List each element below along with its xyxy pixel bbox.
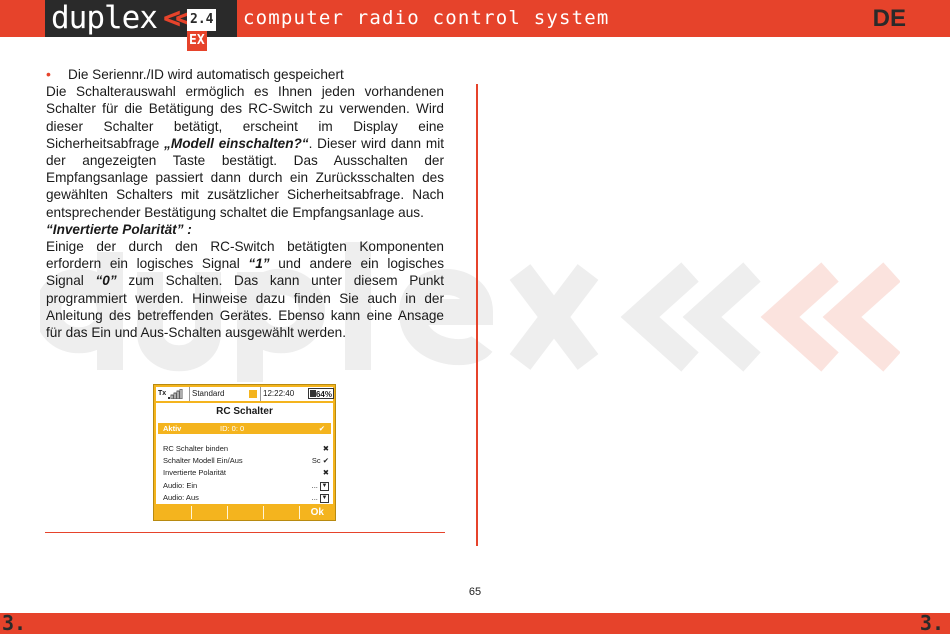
duplex-logo (45, 0, 237, 48)
column-divider (476, 84, 478, 546)
bullet-dot-icon: • (46, 66, 51, 82)
page-header (0, 0, 950, 48)
heading-inverted-polarity: “Invertierte Polarität” : (46, 221, 192, 237)
active-row[interactable]: Aktiv ID: 0: 0 ✔ (158, 423, 331, 434)
dropdown-arrow-icon[interactable]: ▼ (321, 482, 328, 489)
radio-softkey-bar (156, 506, 333, 519)
menu-row-polarity[interactable]: Invertierte Polarität ✖ (163, 468, 329, 477)
radio-display-screenshot (153, 384, 336, 521)
chapter-number-right: 3. (919, 611, 944, 635)
softkey-2[interactable] (192, 506, 228, 519)
radio-menu-title: RC Schalter (216, 406, 273, 417)
switch-value: Sc ✔ (311, 456, 329, 465)
section-divider (45, 532, 445, 533)
logo-badge: 2.4EX (187, 9, 233, 29)
clock-time: 12:22:40 (260, 387, 294, 401)
model-name: Standard (189, 387, 224, 401)
menu-row-bind[interactable]: RC Schalter binden ✖ (163, 444, 329, 453)
radio-status-bar (156, 387, 333, 401)
softkey-4[interactable] (264, 506, 300, 519)
signal-bars-icon (168, 389, 184, 399)
chapter-number-left: 3. (2, 611, 27, 635)
page-number: 65 (468, 586, 482, 598)
bullet-item: • Die Seriennr./ID wird automatisch gespeichert (46, 66, 344, 82)
language-code: DE (872, 5, 906, 32)
softkey-1[interactable] (156, 506, 192, 519)
page-footer (0, 613, 950, 634)
radio-menu-body (156, 403, 333, 504)
ok-softkey[interactable]: Ok (310, 507, 324, 518)
logo-wordmark: duplex (51, 0, 157, 36)
timer-indicator (249, 390, 257, 398)
battery-icon: 64% (308, 388, 334, 399)
dropdown-arrow-icon[interactable]: ▼ (321, 494, 328, 501)
check-icon: ✔ (318, 424, 325, 433)
cross-icon: ✖ (322, 468, 329, 477)
logo-chevrons: << (163, 1, 188, 36)
menu-row-audio-on[interactable]: Audio: Ein ... ▼ (163, 481, 328, 490)
cross-icon: ✖ (322, 444, 329, 453)
menu-row-switch[interactable]: Schalter Modell Ein/Aus Sc ✔ (163, 456, 329, 465)
main-text-column (46, 66, 444, 341)
softkey-3[interactable] (228, 506, 264, 519)
tx-label: Tx (158, 390, 167, 397)
paragraph-switch-selection: Die Schalterauswahl ermöglich es Ihnen jeden vorhandenen Schalter für die Betätigung des RC-Switch zu verwenden. Wird dieser Schalter betätigt, erscheint im Display eine Sicherheitsabfrage „Modell einschalten?“. Dieser wird dann mit der angezeigten Taste bestätigt. Das Ausschalten der Empfangsanlage passiert dann durch ein Zurücksschalten des gewählten Schalters mit zusätzlicher Sicherheitsabfrage. Nach entsprechender Bestätigung schaltet die Empfangsanlage aus. (46, 84, 444, 220)
header-title: computer radio control system (243, 7, 610, 29)
paragraph-inverted-polarity: Einige der durch den RC-Switch betätigten Komponenten erfordern ein logisches Signal “1” und andere ein logisches Signal “0” zum Schalten. Das kann unter diesem Punkt programmiert werden. Hinweise dazu finden Sie auch in der Anleitung des betreffenden Gerätes. Ebenso kann eine Ansage für das Ein und Aus-Schalten ausgewählt werden. (46, 239, 444, 341)
id-value: ID: 0: 0 (220, 424, 245, 433)
menu-row-audio-off[interactable]: Audio: Aus ... ▼ (163, 493, 328, 502)
